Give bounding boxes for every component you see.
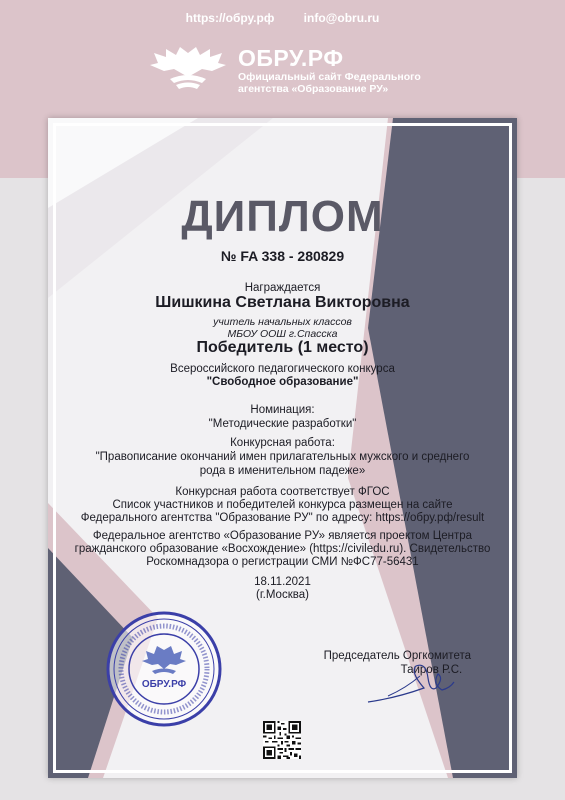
work-title-line: рода в именительном падеже» [199, 465, 366, 477]
recipient-name: Шишкина Светлана Викторовна [155, 294, 410, 311]
logo-subtitle [238, 71, 438, 95]
recipient-school: МБОУ ООШ г.Спасска [227, 328, 338, 340]
stamp-center-label: ОБРУ.РФ [141, 679, 187, 690]
logo-subtitle-line: агентства «Образование РУ» [238, 83, 389, 95]
email-link[interactable]: info@obru.ru [303, 11, 380, 25]
list-note-line: Список участников и победителей конкурса размещен на сайте [112, 499, 453, 511]
agency-note-line: Федеральное агентство «Образование РУ» является проектом Центра [92, 530, 473, 542]
list-note-line: Федерального агентства "Образование РУ" по адресу: https://обру.рф/result [80, 512, 485, 524]
recipient-position: учитель начальных классов [213, 316, 352, 328]
signature [366, 658, 456, 708]
diploma-title: ДИПЛОМ [181, 192, 384, 241]
chair-name: Таиров Р.С. [400, 664, 463, 676]
site-logo[interactable] [150, 45, 430, 95]
agency-note-line: гражданского образование «Восхождение» (https://civiledu.ru). Свидетельство [74, 543, 491, 555]
eagle-logo-icon [150, 45, 226, 91]
logo-subtitle-line: Официальный сайт Федерального [238, 71, 421, 83]
fgos-note: Конкурсная работа соответствует ФГОС [175, 486, 390, 498]
work-label: Конкурсная работа: [230, 437, 335, 449]
agency-note-line: Роскомнадзора о регистрации СМИ №ФС77-56431 [146, 556, 419, 568]
issue-date: 18.11.2021 [254, 576, 311, 588]
site-link[interactable]: https://обру.рф [185, 11, 275, 25]
contest-name: "Свободное образование" [206, 376, 359, 388]
diploma-sheet [48, 118, 517, 778]
contest-type: Всероссийского педагогического конкурса [170, 363, 395, 375]
place-label: Победитель (1 место) [196, 339, 369, 356]
nomination-value: "Методические разработки" [208, 418, 357, 430]
chair-title: Председатель Оргкомитета [323, 650, 471, 662]
header-links [0, 11, 565, 25]
diploma-number: № FA 338 - 280829 [220, 248, 345, 264]
qr-code [263, 721, 301, 759]
logo-title: ОБРУ.РФ [238, 45, 344, 71]
work-title-line: "Правописание окончаний имен прилагательных мужского и среднего [95, 451, 470, 463]
awarded-label: Награждается [244, 282, 321, 294]
seal-stamp [105, 610, 223, 728]
nomination-label: Номинация: [250, 404, 315, 416]
issue-city: (г.Москва) [256, 589, 309, 601]
